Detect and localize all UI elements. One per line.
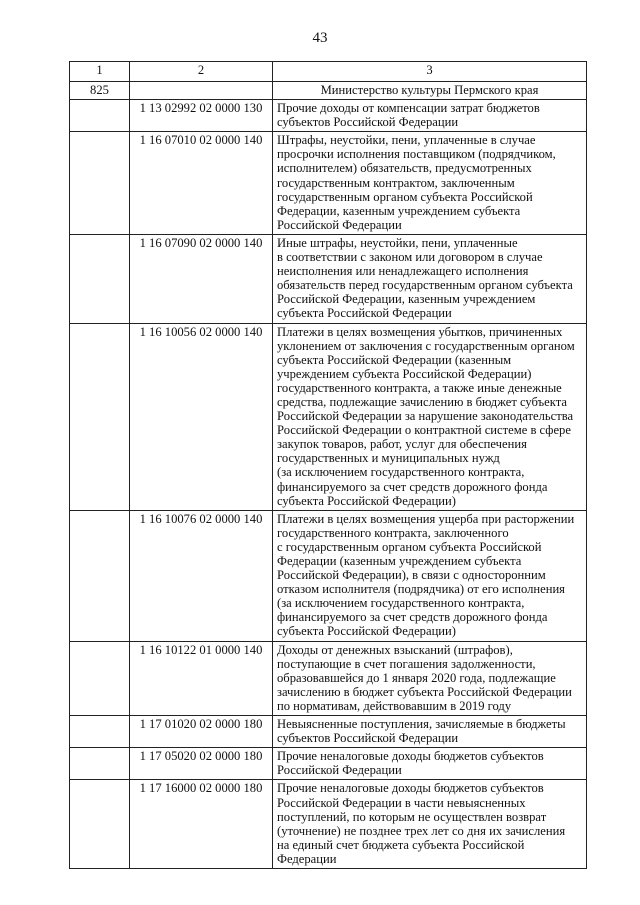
table-row [70, 510, 587, 641]
description-line: государственным контрактом, заключенным [277, 175, 515, 190]
budget-revenue-table [69, 61, 587, 869]
description-line: уклонением от заключения с государственным органом [277, 338, 575, 353]
description-line: финансируемого за счет средств дорожного фонда [277, 610, 548, 625]
admin-cell [70, 323, 130, 510]
table-row [70, 132, 587, 235]
revenue-description [273, 132, 587, 235]
table-row [70, 234, 587, 323]
admin-cell [70, 234, 130, 323]
description-line: государственных и муниципальных нужд [277, 451, 500, 466]
description-line: государственным органом субъекта Российской [277, 189, 533, 204]
description-line: Платежи в целях возмещения ущерба при расторжении [277, 511, 575, 526]
revenue-description [273, 100, 587, 132]
table-row [70, 780, 587, 869]
description-line: по нормативам, действовавшим в 2019 году [277, 698, 512, 713]
description-line: Российской Федерации о контрактной системе в сфере [277, 423, 571, 438]
description-line: государственного контракта, а также иные денежные [277, 380, 562, 395]
description-line: отказом исполнителя (подрядчика) от его исполнения [277, 582, 565, 597]
revenue-description [273, 716, 587, 748]
description-line: образовавшейся до 1 января 2020 года, подлежащие [277, 670, 556, 685]
admin-cell [70, 132, 130, 235]
revenue-description [273, 748, 587, 780]
description-line: неисполнения или ненадлежащего исполнения [277, 264, 529, 279]
description-line: субъектов Российской Федерации [277, 115, 459, 130]
description-line: поступающие в счет погашения задолженности, [277, 656, 536, 671]
revenue-code: 1 16 10076 02 0000 140 [130, 510, 273, 641]
description-line: средства, подлежащие зачислению в бюджет субъекта [277, 394, 567, 409]
description-line: на единый счет бюджета субъекта Российской [277, 837, 525, 852]
description-line: Российской Федерации в части невыясненных [277, 795, 526, 810]
description-line: финансируемого за счет средств дорожного фонда [277, 479, 548, 494]
description-line: Доходы от денежных взысканий (штрафов), [277, 642, 513, 657]
admin-cell [70, 510, 130, 641]
ministry-row [70, 82, 587, 100]
table-row [70, 748, 587, 780]
admin-cell [70, 748, 130, 780]
revenue-description [273, 780, 587, 869]
description-line: поступлений, по которым не осуществлен возврат [277, 809, 547, 824]
table-row [70, 641, 587, 715]
description-line: учреждением субъекта Российской Федерации) [277, 366, 532, 381]
description-line: (за исключением государственного контракта, [277, 596, 525, 611]
description-line: субъекта Российской Федерации) [277, 624, 456, 639]
revenue-code: 1 16 07090 02 0000 140 [130, 234, 273, 323]
description-line: Российской Федерации [277, 217, 402, 232]
description-line: субъекта Российской Федерации (казенным [277, 352, 512, 367]
admin-code-blank [130, 82, 273, 100]
ministry-name: Министерство культуры Пермского края [273, 82, 587, 100]
description-line: Российской Федерации за нарушение законодательства [277, 409, 574, 424]
description-line: Федерации [277, 851, 337, 866]
admin-cell [70, 780, 130, 869]
description-line: Прочие доходы от компенсации затрат бюджетов [277, 101, 540, 116]
description-line: (уточнение) не позднее трех лет со дня их зачисления [277, 823, 566, 838]
description-line: Российской Федерации, казенным учреждением [277, 292, 536, 307]
revenue-description [273, 510, 587, 641]
description-line: Иные штрафы, неустойки, пени, уплаченные [277, 235, 518, 250]
description-line: Российской Федерации), в связи с односторонним [277, 568, 546, 583]
description-line: (за исключением государственного контракта, [277, 465, 525, 480]
revenue-code: 1 17 05020 02 0000 180 [130, 748, 273, 780]
description-line: в соответствии с законом или договором в случае [277, 250, 543, 265]
revenue-code: 1 17 01020 02 0000 180 [130, 716, 273, 748]
table-row [70, 716, 587, 748]
description-line: закупок товаров, работ, услуг для обеспечения [277, 437, 527, 452]
header-col-3: 3 [273, 62, 587, 82]
description-line: Невыясненные поступления, зачисляемые в бюджеты [277, 717, 566, 732]
description-line: Платежи в целях возмещения убытков, причиненных [277, 324, 563, 339]
table-body [70, 62, 587, 869]
revenue-code: 1 13 02992 02 0000 130 [130, 100, 273, 132]
description-line: просрочки исполнения поставщиком (подрядчиком, [277, 147, 556, 162]
description-line: Прочие неналоговые доходы бюджетов субъектов [277, 749, 544, 764]
description-line: субъектов Российской Федерации [277, 731, 459, 746]
table-header-row [70, 62, 587, 82]
revenue-code: 1 16 10122 01 0000 140 [130, 641, 273, 715]
revenue-code: 1 16 07010 02 0000 140 [130, 132, 273, 235]
admin-code: 825 [70, 82, 130, 100]
revenue-description [273, 234, 587, 323]
description-line: субъекта Российской Федерации [277, 306, 452, 321]
revenue-code: 1 17 16000 02 0000 180 [130, 780, 273, 869]
description-line: обязательств перед государственным органом субъекта [277, 278, 573, 293]
description-line: Штрафы, неустойки, пени, уплаченные в случае [277, 133, 536, 148]
revenue-description [273, 323, 587, 510]
revenue-code: 1 16 10056 02 0000 140 [130, 323, 273, 510]
description-line: государственного контракта, заключенного [277, 525, 509, 540]
table-row [70, 100, 587, 132]
description-line: субъекта Российской Федерации) [277, 493, 456, 508]
description-line: Российской Федерации [277, 763, 402, 778]
admin-cell [70, 641, 130, 715]
description-line: Прочие неналоговые доходы бюджетов субъектов [277, 781, 544, 796]
description-line: Федерации (казенным учреждением субъекта [277, 554, 522, 568]
description-line: исполнителем) обязательств, предусмотренных [277, 161, 532, 176]
description-line: зачислению в бюджет субъекта Российской Федерации [277, 684, 572, 699]
page-number: 43 [312, 30, 328, 46]
admin-cell [70, 716, 130, 748]
revenue-description [273, 641, 587, 715]
header-col-2: 2 [130, 62, 273, 82]
description-line: Федерации, казенным учреждением субъекта [277, 203, 521, 218]
description-line: с государственным органом субъекта Российской [277, 539, 542, 554]
admin-cell [70, 100, 130, 132]
header-col-1: 1 [70, 62, 130, 82]
table-row [70, 323, 587, 510]
